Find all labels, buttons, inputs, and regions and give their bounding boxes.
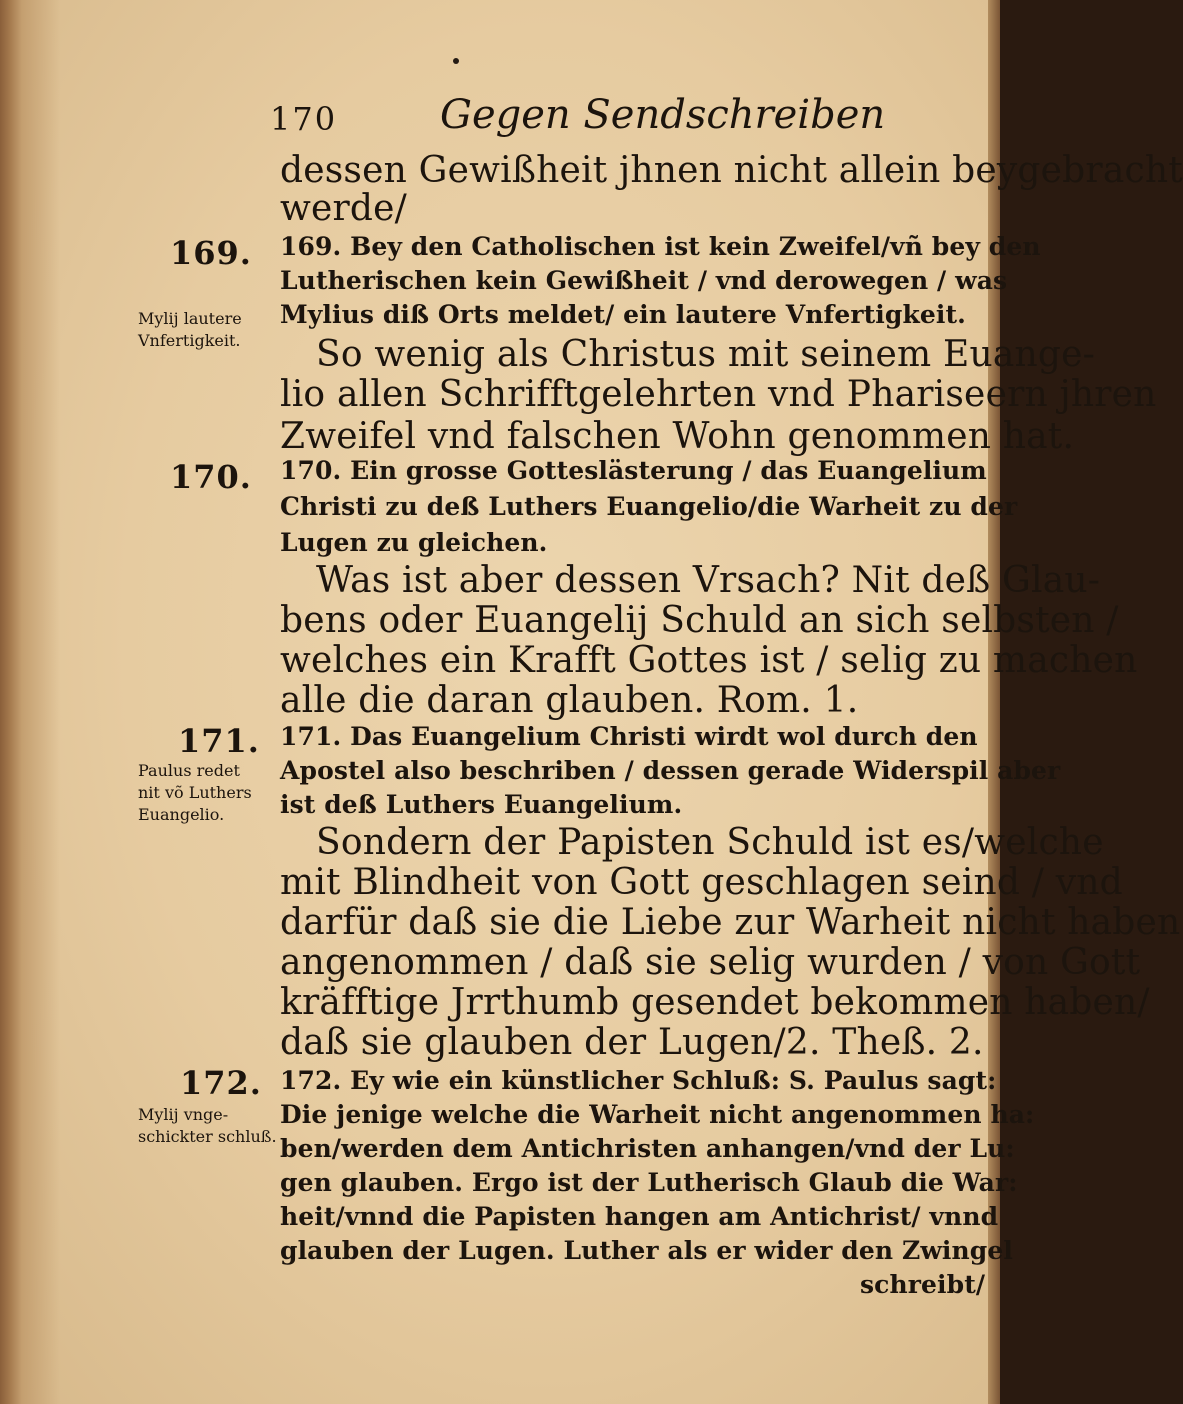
text-line: Christi zu deß Luthers Euangelio/die Warheit zu der bbox=[280, 492, 1018, 521]
text-line: darfür daß sie die Liebe zur Warheit nicht haben bbox=[280, 902, 1181, 943]
margin-note-line: nit võ Luthers bbox=[138, 783, 252, 802]
text-line: Lugen zu gleichen. bbox=[280, 528, 548, 557]
margin-note bbox=[138, 1104, 277, 1148]
text-line: welches ein Krafft Gottes ist / selig zu machen bbox=[280, 640, 1138, 681]
running-head: Gegen Sendschreiben bbox=[440, 92, 886, 138]
text-line: heit/vnnd die Papisten hangen am Antichrist/ vnnd bbox=[280, 1202, 999, 1231]
text-line: So wenig als Christus mit seinem Euange- bbox=[316, 334, 1096, 375]
text-line: ist deß Luthers Euangelium. bbox=[280, 790, 683, 819]
margin-note-line: Vnfertigkeit. bbox=[138, 331, 241, 350]
text-line: Zweifel vnd falschen Wohn genommen hat. bbox=[280, 416, 1075, 457]
text-line: bens oder Euangelij Schuld an sich selbsten / bbox=[280, 600, 1119, 641]
margin-note-line: schickter schluß. bbox=[138, 1127, 277, 1146]
margin-note bbox=[138, 308, 242, 352]
text-line: Sondern der Papisten Schuld ist es/welche bbox=[316, 822, 1104, 863]
binding-edge bbox=[0, 0, 60, 1404]
text-line: kräfftige Jrrthumb gesendet bekommen haben/ bbox=[280, 982, 1150, 1023]
margin-number: 170. bbox=[170, 458, 252, 496]
text-line: daß sie glauben der Lugen/2. Theß. 2. bbox=[280, 1022, 984, 1063]
text-line: Apostel also beschriben / dessen gerade Widerspil aber bbox=[280, 756, 1061, 785]
text-line: dessen Gewißheit jhnen nicht allein beygebracht bbox=[280, 150, 1183, 191]
page-number: 170 bbox=[270, 100, 338, 138]
text-line: 169. Bey den Catholischen ist kein Zweifel/vñ bey den bbox=[280, 232, 1041, 261]
text-line: gen glauben. Ergo ist der Lutherisch Glaub die War: bbox=[280, 1168, 1018, 1197]
text-line: lio allen Schrifftgelehrten vnd Phariseern jhren bbox=[280, 374, 1157, 415]
margin-number: 171. bbox=[178, 722, 260, 760]
text-line: angenommen / daß sie selig wurden / von Gott bbox=[280, 942, 1141, 983]
text-line: mit Blindheit von Gott geschlagen seind / vnd bbox=[280, 862, 1123, 903]
text-line: Was ist aber dessen Vrsach? Nit deß Glau- bbox=[316, 560, 1101, 601]
margin-number: 169. bbox=[170, 234, 252, 272]
text-line: 170. Ein grosse Gotteslästerung / das Euangelium bbox=[280, 456, 987, 485]
text-line: ben/werden dem Antichristen anhangen/vnd der Lu: bbox=[280, 1134, 1015, 1163]
text-line: werde/ bbox=[280, 188, 408, 229]
text-line: Mylius diß Orts meldet/ ein lautere Vnfertigkeit. bbox=[280, 300, 966, 329]
ink-dot bbox=[453, 58, 459, 64]
text-line: glauben der Lugen. Luther als er wider den Zwingel bbox=[280, 1236, 1013, 1265]
margin-note-line: Paulus redet bbox=[138, 761, 240, 780]
margin-note bbox=[138, 760, 252, 826]
text-line: Die jenige welche die Warheit nicht angenommen ha: bbox=[280, 1100, 1035, 1129]
text-line: Lutherischen kein Gewißheit / vnd derowegen / was bbox=[280, 266, 1008, 295]
margin-note-line: Mylij vnge- bbox=[138, 1105, 229, 1124]
margin-note-line: Euangelio. bbox=[138, 805, 225, 824]
margin-note-line: Mylij lautere bbox=[138, 309, 242, 328]
catchword: schreibt/ bbox=[860, 1270, 986, 1299]
text-line: alle die daran glauben. Rom. 1. bbox=[280, 680, 859, 721]
text-line: 172. Ey wie ein künstlicher Schluß: S. Paulus sagt: bbox=[280, 1066, 997, 1095]
text-line: 171. Das Euangelium Christi wirdt wol durch den bbox=[280, 722, 978, 751]
margin-number: 172. bbox=[180, 1064, 262, 1102]
